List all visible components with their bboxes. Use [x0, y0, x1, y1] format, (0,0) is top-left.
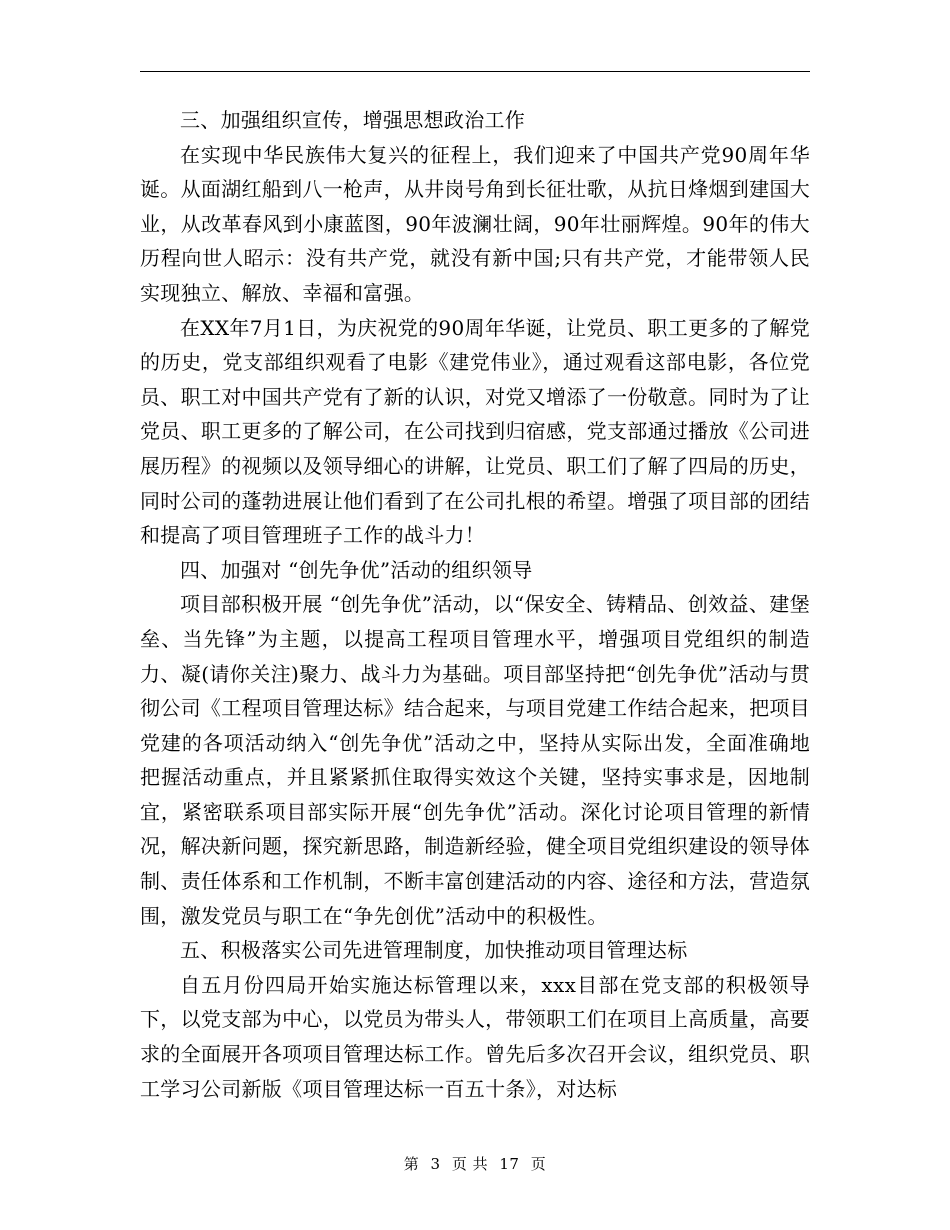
- section-heading-5: 五、积极落实公司先进管理制度，加快推动项目管理达标: [180, 938, 688, 963]
- page-number: 3: [430, 1155, 441, 1173]
- footer-suffix: 页: [530, 1155, 547, 1173]
- paragraph: 自五月份四局开始实施达标管理以来，xxx目部在党支部的积极领导下，以党支部为中心，以党员为带头人，带领职工们在项目上高质量，高要求的全面展开各项项目管理达标工作。曾先后多次召开会议，组织党员、职工学习公司新版《项目管理达标一百五十条》，对达标: [140, 972, 810, 1101]
- page-footer: [0, 1153, 950, 1175]
- document-body: [140, 103, 810, 1106]
- paragraph: 在实现中华民族伟大复兴的征程上，我们迎来了中国共产党90周年华诞。从面湖红船到八一枪声，从井岗号角到长征壮歌，从抗日烽烟到建国大业，从改革春风到小康蓝图，90年波澜壮阔，90年壮丽辉煌。90年的伟大历程向世人昭示：没有共产党，就没有新中国;只有共产党，才能带领人民实现独立、解放、幸福和富强。: [140, 142, 810, 305]
- section-heading-4: 四、加强对 “创先争优”活动的组织领导: [180, 557, 533, 582]
- total-pages: 17: [499, 1155, 520, 1173]
- paragraph: 在XX年7月1日，为庆祝党的90周年华诞，让党员、职工更多的了解党的历史，党支部组织观看了电影《建党伟业》，通过观看这部电影，各位党员、职工对中国共产党有了新的认识，对党又增添了一份敬意。同时为了让党员、职工更多的了解公司，在公司找到归宿感，党支部通过播放《公司进展历程》的视频以及领导细心的讲解，让党员、职工们了解了四局的历史，同时公司的蓬勃进展让他们看到了在公司扎根的希望。增强了项目部的团结和提高了项目管理班子工作的战斗力！: [140, 315, 810, 548]
- paragraph: 项目部积极开展 “创先争优”活动，以“保安全、铸精品、创效益、建堡垒、当先锋”为主题，以提高工程项目管理水平，增强项目党组织的制造力、凝(请你关注)聚力、战斗力为基础。项目部坚持把“创先争优”活动与贯彻公司《工程项目管理达标》结合起来，与项目党建工作结合起来，把项目党建的各项活动纳入“创先争优”活动之中，坚持从实际出发，全面准确地把握活动重点，并且紧紧抓住取得实效这个关键，坚持实事求是，因地制宜，紧密联系项目部实际开展“创先争优”活动。深化讨论项目管理的新情况，解决新问题，探究新思路，制造新经验，健全项目党组织建设的领导体制、责任体系和工作机制，不断丰富创建活动的内容、途径和方法，营造氛围，激发党员与职工在“争先创优”活动中的积极性。: [140, 592, 810, 928]
- footer-prefix: 第: [403, 1155, 420, 1173]
- section-heading-3: 三、加强组织宣传，增强思想政治工作: [180, 108, 526, 132]
- header-rule: [140, 71, 810, 72]
- footer-middle: 页 共: [451, 1155, 489, 1173]
